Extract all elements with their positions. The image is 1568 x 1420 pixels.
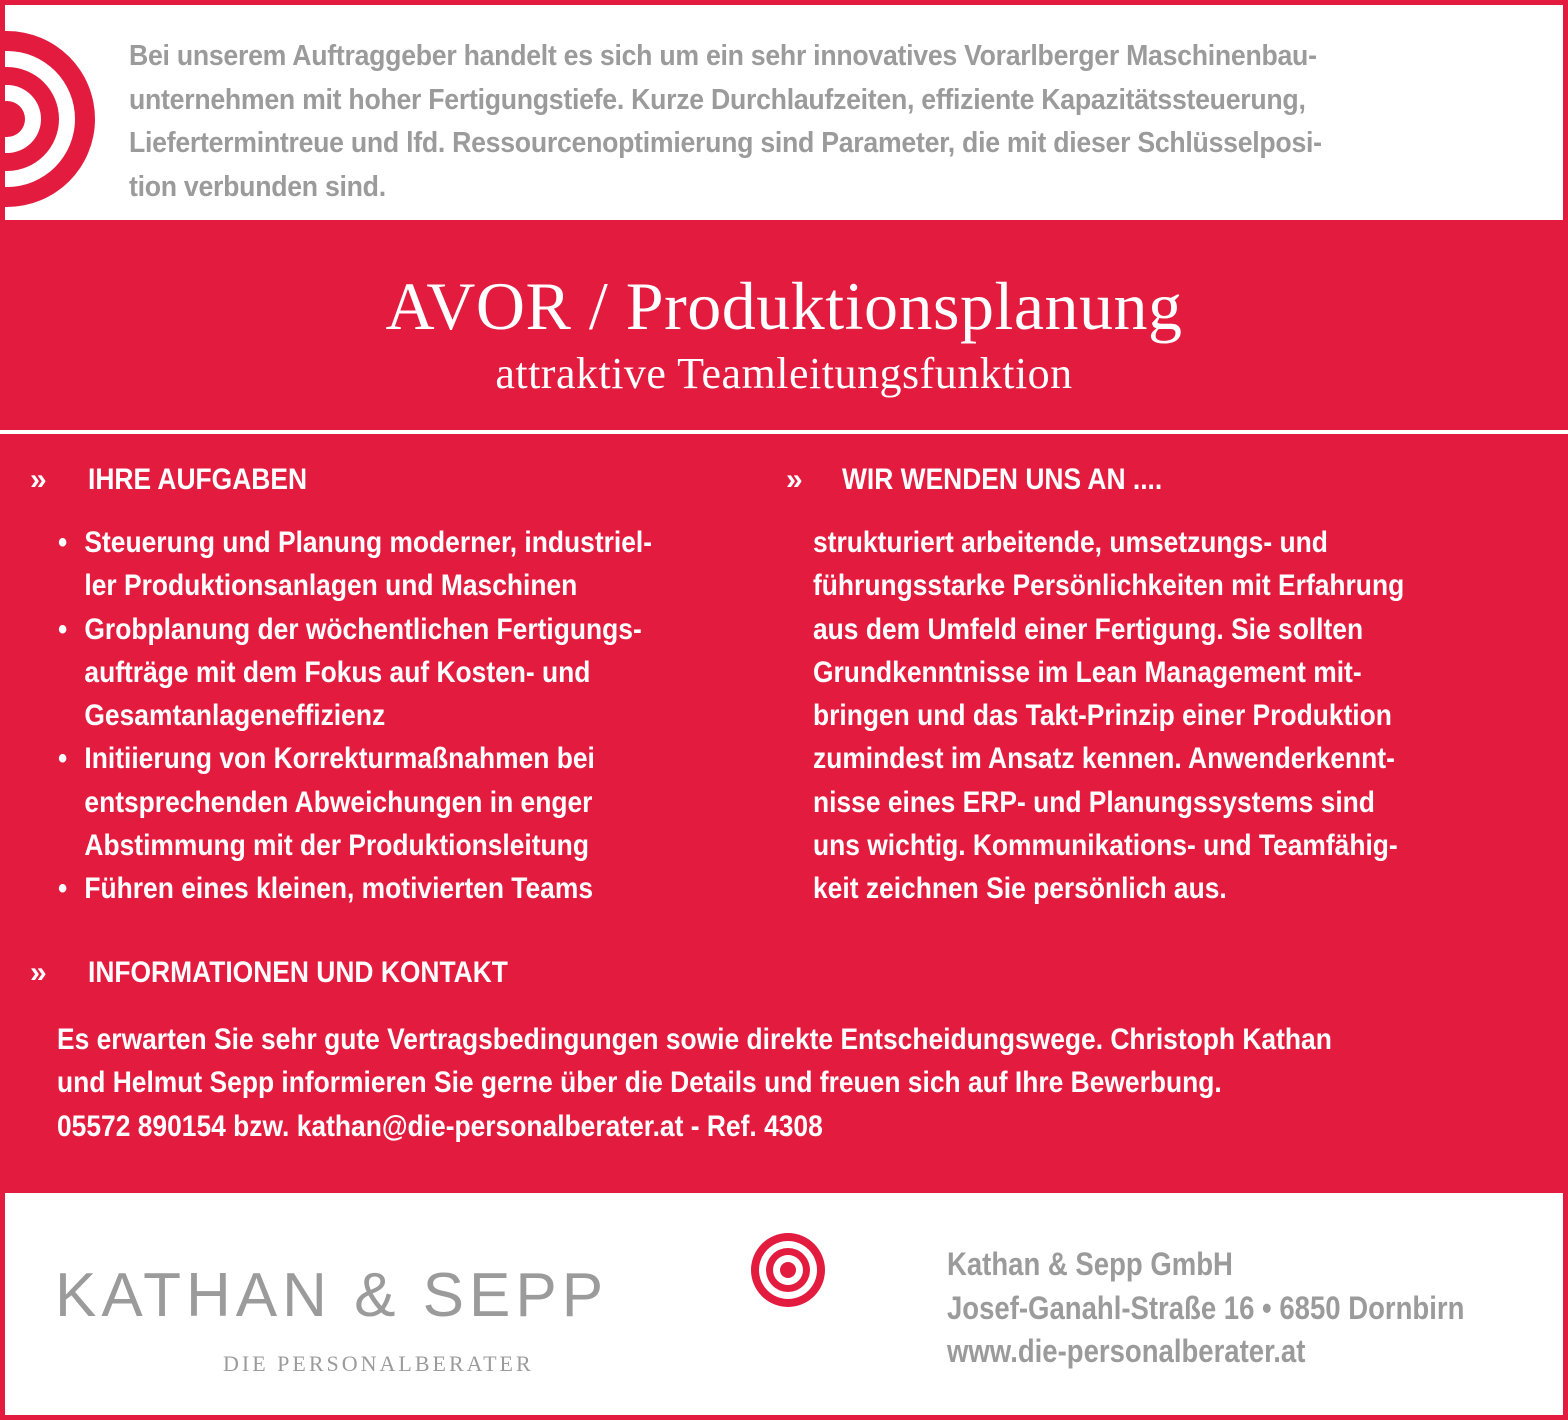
- job-title: AVOR / Produktionsplanung: [385, 268, 1183, 344]
- list-item-continuation: ler Produktionsanlagen und Maschinen: [84, 569, 578, 603]
- list-item-text: Initiierung von Korrekturmaßnahmen bei: [84, 742, 595, 776]
- paragraph-line: aus dem Umfeld einer Fertigung. Sie sollten: [813, 612, 1364, 646]
- paragraph-line: Grundkenntnisse im Lean Management mit-: [813, 655, 1362, 689]
- task-list: [58, 521, 762, 911]
- company-website-link[interactable]: www.die-personalberater.at: [947, 1333, 1306, 1369]
- list-item-text: Führen eines kleinen, motivierten Teams: [84, 872, 594, 906]
- list-item-continuation: Abstimmung mit der Produktionsleitung: [84, 829, 589, 863]
- contact-paragraph: [57, 1018, 1553, 1148]
- target-icon: [5, 31, 95, 207]
- list-item-continuation: entsprechenden Abweichungen in enger: [84, 785, 593, 819]
- section-heading-label: IHRE AUFGABEN: [88, 463, 308, 496]
- paragraph-line: Es erwarten Sie sehr gute Vertragsbedingungen sowie direkte Entscheidungswege. Christoph Kathan: [57, 1023, 1332, 1056]
- company-name: Kathan & Sepp GmbH: [947, 1246, 1233, 1282]
- list-item-continuation: aufträge mit dem Fokus auf Kosten- und: [84, 655, 591, 689]
- list-item: [58, 867, 762, 910]
- intro-box: [5, 5, 1563, 220]
- paragraph-line: strukturiert arbeitende, umsetzungs- und: [813, 526, 1328, 559]
- chevron-right-icon: »: [30, 956, 41, 989]
- company-address: [947, 1243, 1464, 1374]
- paragraph-line: und Helmut Sepp informieren Sie gerne über die Details und freuen sich auf Ihre Bewerbung.: [57, 1066, 1222, 1100]
- title-band: [0, 220, 1568, 430]
- company-street: Josef-Ganahl-Straße 16 • 6850 Dornbirn: [947, 1289, 1465, 1326]
- paragraph-line: zumindest im Ansatz kennen. Anwenderkennt-: [813, 742, 1395, 776]
- chevron-right-icon: »: [786, 463, 797, 496]
- bullet-icon: •: [58, 612, 68, 646]
- list-item-text: Steuerung und Planung moderner, industriel-: [84, 526, 653, 559]
- intro-line: tion verbunden sind.: [129, 170, 386, 203]
- contact-line[interactable]: 05572 890154 bzw. kathan@die-personalberater.at - Ref. 4308: [57, 1109, 823, 1143]
- divider: [0, 430, 1568, 434]
- chevron-right-icon: »: [30, 463, 41, 496]
- section-heading-aufgaben: [30, 462, 337, 498]
- intro-line: Bei unserem Auftraggeber handelt es sich um ein sehr innovatives Vorarlberger Maschinenbau-: [129, 40, 1317, 72]
- bullet-icon: •: [58, 742, 68, 776]
- company-logo-wordmark: KATHAN & SEPP: [55, 1261, 609, 1330]
- intro-line: Liefertermintreue und lfd. Ressourcenoptimierung sind Parameter, die mit dieser Schlüsselposi-: [129, 127, 1322, 159]
- paragraph-line: uns wichtig. Kommunikations- und Teamfähig-: [813, 829, 1398, 863]
- paragraph-line: keit zeichnen Sie persönlich aus.: [813, 872, 1227, 906]
- job-subtitle: attraktive Teamleitungsfunktion: [495, 349, 1073, 398]
- footer-box: [5, 1193, 1563, 1415]
- section-heading-label: INFORMATIONEN UND KONTAKT: [88, 956, 508, 989]
- list-item: [58, 737, 762, 780]
- intro-paragraph: [129, 35, 1509, 209]
- intro-line: unternehmen mit hoher Fertigungstiefe. Kurze Durchlaufzeiten, effiziente Kapazitätssteuerung,: [129, 83, 1306, 116]
- list-item: [58, 521, 762, 564]
- paragraph-line: nisse eines ERP- und Planungssystems sind: [813, 785, 1375, 819]
- list-item-continuation: Gesamtanlageneffizienz: [84, 699, 386, 733]
- section-heading-label: WIR WENDEN UNS AN ....: [842, 463, 1163, 496]
- list-item: [58, 608, 762, 651]
- bullet-icon: •: [58, 872, 68, 906]
- target-icon: [751, 1233, 825, 1307]
- profile-paragraph: [813, 521, 1517, 911]
- section-heading-info: [30, 955, 565, 991]
- paragraph-line: führungsstarke Persönlichkeiten mit Erfahrung: [813, 569, 1405, 603]
- bullet-icon: •: [58, 526, 68, 559]
- company-logo-tagline: DIE PERSONALBERATER: [223, 1351, 534, 1376]
- section-heading-wir: [786, 462, 1206, 498]
- list-item-text: Grobplanung der wöchentlichen Fertigungs-: [84, 612, 642, 646]
- paragraph-line: bringen und das Takt-Prinzip einer Produktion: [813, 699, 1392, 733]
